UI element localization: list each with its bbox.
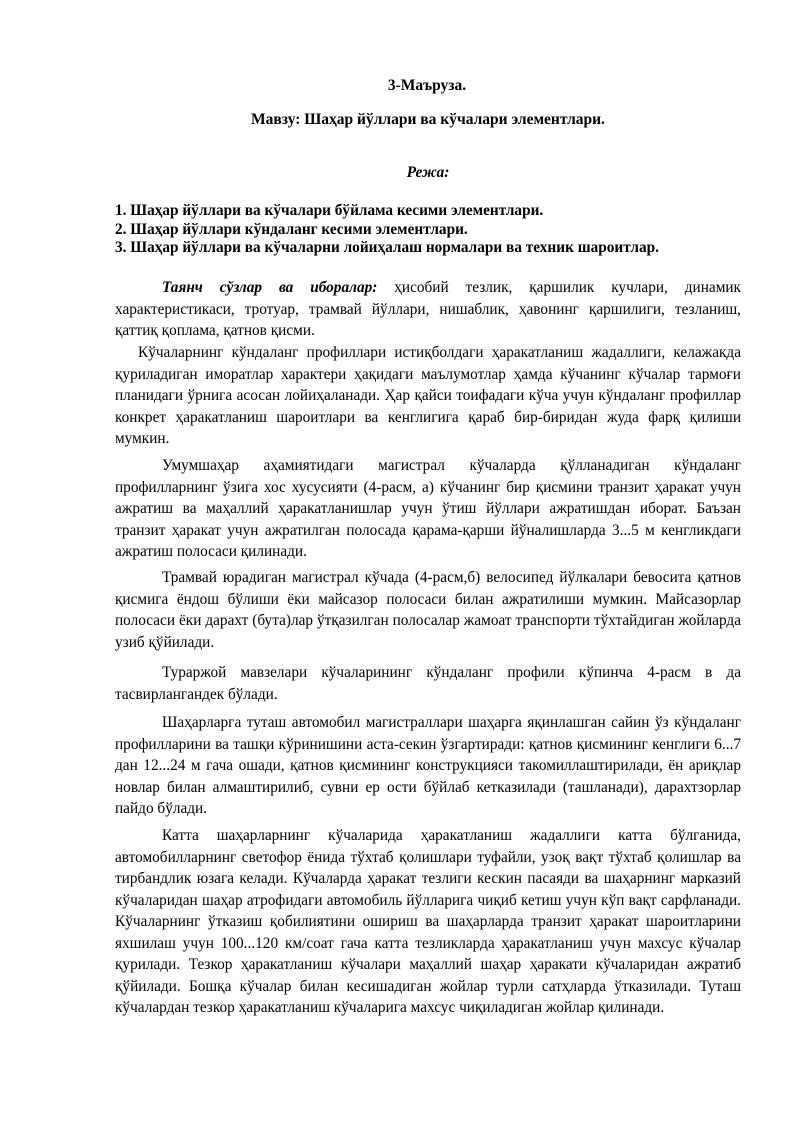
keywords-text: ҳисобий тезлик, қаршилик кучлари, динамик характеристикаси, тротуар, трамвай йўллари, нишаблик, ҳавонинг қаршилиги, тезланиш, қаттиқ қоплама, қатнов қисми. xyxy=(115,279,741,339)
lecture-number: 3-Маъруза. xyxy=(387,77,467,94)
plan-item: 2. Шаҳар йўллари кўндаланг кесими элементлари. xyxy=(115,220,468,238)
body-paragraph xyxy=(115,455,741,563)
paragraph-text: Кўчаларнинг кўндаланг профиллари истиқболдаги ҳаракатланиш жадаллиги, келажакда қуриладиган иморатлар характери ҳақидаги маълумотлар ҳамда кўчанинг кўчалар тармоғи планидаги ўрнига асосан лойиҳаланади. Ҳар қайси тоифадаги кўча учун кўндаланг профиллар конкрет ҳаракатланиш шароитлари ва кенглигига қараб бир-биридан жуда фарқ қилиши мумкин. xyxy=(115,344,741,447)
paragraph-text: Шаҳарларга туташ автомобил магистраллари шаҳарга яқинлашган сайин ўз кўндаланг профилларини ва ташқи кўринишини аста-секин ўзгартиради: қатнов қисмининг кенглиги 6...7 дан 12...24 м гача ошади, қатнов қисмининг конструкцияси такомиллаштирилади, ён ариқлар новлар билан алмаштирилиб, сувни ер ости бўйлаб кетказилади (ташланади), дарахтзорлар пайдо бўлади. xyxy=(115,714,741,817)
plan-item: 1. Шаҳар йўллари ва кўчалари бўйлама кесими элементлари. xyxy=(115,202,544,219)
body-paragraph xyxy=(115,567,741,653)
paragraph-text: Трамвай юрадиган магистрал кўчада (4-расм,б) велосипед йўлкалари бевосита қатнов қисмига ёндош бўлиши ёки майсазор полосаси билан ажратилиши мумкин. Майсазорлар полосаси ёки дарахт (бута)лар ўтқазилган полосалар жамоат транспорти тўхтайдиган жойларда узиб қўйилади. xyxy=(115,569,741,651)
body-paragraph xyxy=(115,662,741,705)
keywords-paragraph xyxy=(115,277,741,342)
body-paragraph xyxy=(115,825,741,1019)
body-paragraph xyxy=(115,342,741,450)
paragraph-text: Тураржой мавзелари кўчаларининг кўндаланг профили кўпинча 4-расм в да тасвирлангандек бўлади. xyxy=(115,664,741,703)
plan-list xyxy=(115,202,659,258)
plan-item: 3. Шаҳар йўллари ва кўчаларни лойиҳалаш нормалари ва техник шароитлар. xyxy=(115,239,659,256)
paragraph-text: Катта шаҳарларнинг кўчаларида ҳаракатланиш жадаллиги катта бўлганида, автомобилларнинг светофор ёнида тўхтаб қолишлари туфайли, узоқ вақт тўхтаб қолишлар ва тирбандлик юзага келади. Кўчаларда ҳаракат тезлиги кескин пасаяди ва шаҳарнинг марказий кўчаларидан шаҳар атрофидаги автомобиль йўлларига чиқиб кетиш учун кўп вақт сарфланади. Кўчаларнинг ўтказиш қобилиятини ошириш ва шаҳарларда транзит ҳаракат шароитларини яхшилаш учун 100...120 км/соат гача катта тезликларда ҳаракатланиш учун махсус кўчалар қурилади. Тезкор ҳаракатланиш кўчалари маҳаллий шаҳар ҳаракати кўчаларидан ажратиб қўйилади. Бошқа кўчалар билан кесишадиган жойлар турли сатҳларда ўтказилади. Туташ кўчалардан тезкор ҳаракатланиш кўчаларига махсус чиқиладиган жойлар қилинади. xyxy=(115,827,741,1016)
paragraph-text: Умумшаҳар аҳамиятидаги магистрал кўчаларда қўлланадиган кўндаланг профилларнинг ўзига хос хусусияти (4-расм, а) кўчанинг бир қисмини транзит ҳаракат учун ажратиш ва маҳаллий ҳаракатланишлар учун ўтиш йўллари ажратишдан иборат. Баъзан транзит ҳаракат учун ажратилган полосада қарама-қарши йўналишларда 3...5 м кенгликдаги ажратиш полосаси қилинади. xyxy=(115,457,741,560)
body-paragraph xyxy=(115,712,741,820)
topic-title: Мавзу: Шаҳар йўллари ва кўчалари элементлари. xyxy=(251,111,605,128)
keywords-label: Таянч сўзлар ва иборалар: xyxy=(162,279,378,296)
plan-heading: Режа: xyxy=(406,164,450,181)
